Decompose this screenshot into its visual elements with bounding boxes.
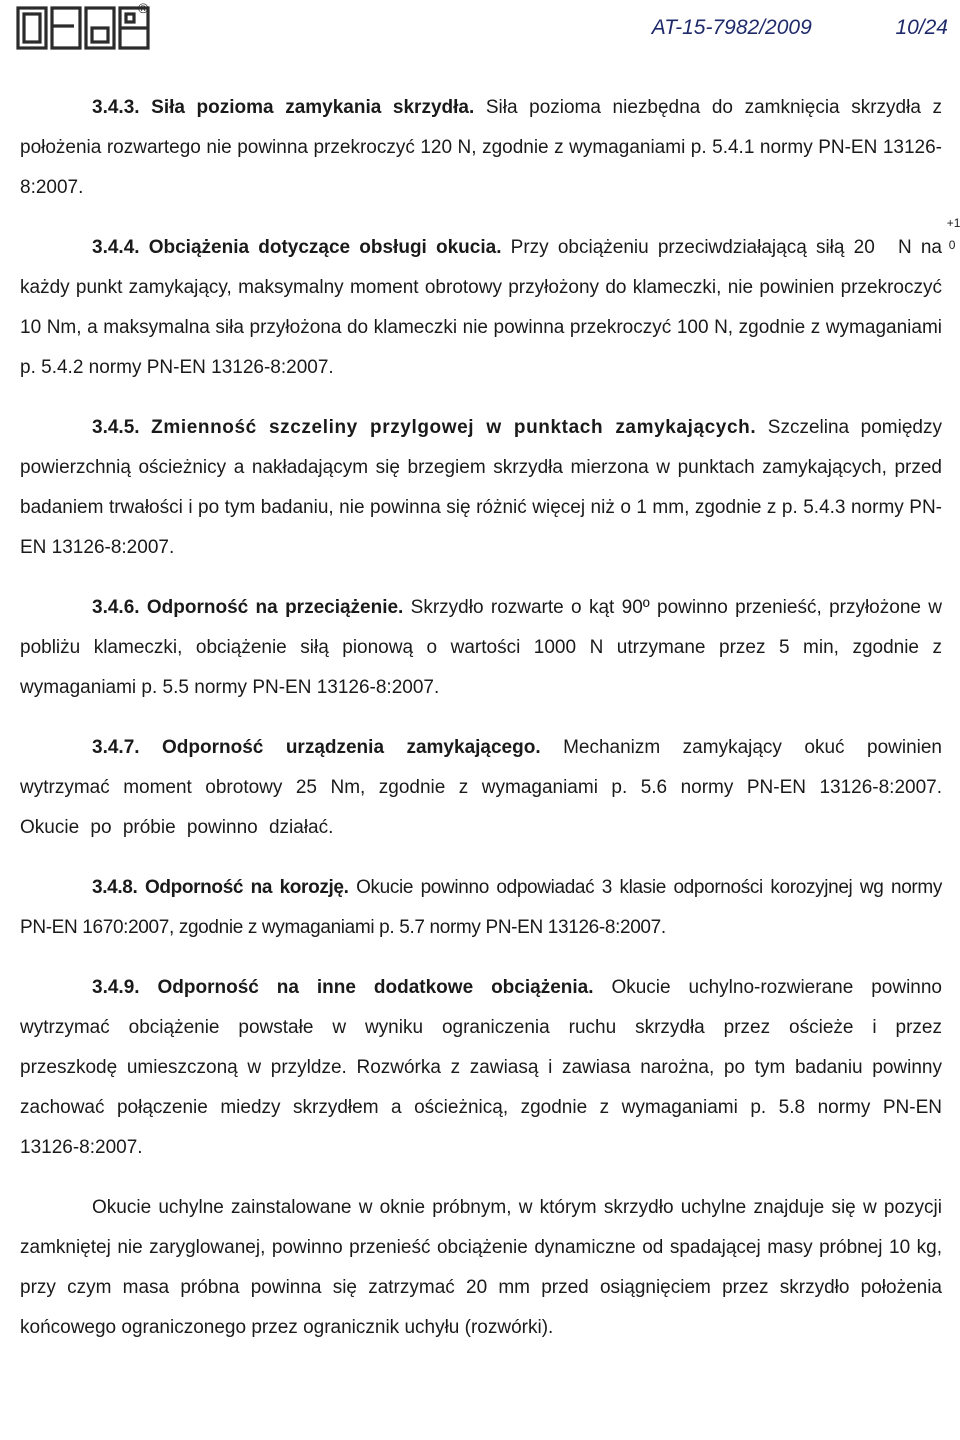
section-title: Obciążenia dotyczące obsługi okucia. bbox=[148, 237, 502, 258]
page-header bbox=[0, 0, 960, 60]
section-title: Odporność urządzenia zamykającego. bbox=[162, 737, 541, 758]
section-number: 3.4.8. bbox=[92, 877, 138, 898]
section-title: Siła pozioma zamykania skrzydła. bbox=[151, 97, 475, 118]
section-body: Przy obciążeniu przeciwdziałającą siłą 20 bbox=[501, 237, 875, 258]
section-number: 3.4.6. bbox=[92, 597, 140, 618]
section-title: Odporność na inne dodatkowe obciążenia. bbox=[157, 977, 594, 998]
section-body-continued: N na każdy punkt zamykający, maksymalny moment obrotowy przyłożony do klameczki, nie powinien przekroczyć 10 Nm, a maksymalna siła przyłożona do klameczki nie powinna przekroczyć 100 N, zgodnie z wymaganiami p. 5.4.2 normy PN-EN 13126-8:2007. bbox=[20, 237, 942, 378]
section-title: Odporność na korozję. bbox=[144, 877, 349, 898]
tolerance bbox=[875, 216, 960, 253]
section-number: 3.4.7. bbox=[92, 737, 140, 758]
section-3-4-9 bbox=[20, 968, 942, 1168]
document-reference bbox=[652, 16, 948, 40]
section-number: 3.4.5. bbox=[92, 417, 140, 438]
registered-trademark-icon: ® bbox=[138, 0, 149, 16]
section-body: Okucie uchylno-rozwierane powinno wytrzymać obciążenie powstałe w wyniku ograniczenia ruchu skrzydła przez ościeże i przez przeszkodę umieszczoną w przyldze. Rozwórka z zawiasą i zawiasa narożna, po tym badaniu powinny zachować połączenie miedzy skrzydłem a ościeżnicą, zgodnie z wymaganiami p. 5.8 normy PN-EN 13126-8:2007. bbox=[20, 977, 942, 1158]
closing-paragraph: Okucie uchylne zainstalowane w oknie próbnym, w którym skrzydło uchylne znajduje się w pozycji zamkniętej nie zaryglowanej, powinno przenieść obciążenie dynamiczne od spadającej masy próbnej 10 kg, przy czym masa próbna powinna się zatrzymać 20 mm przed osiągnięciem przez skrzydło położenia końcowego ograniczonego przez ogranicznik uchyłu (rozwórki). bbox=[20, 1197, 942, 1338]
section-body: Szczelina pomiędzy powierzchnią ościeżnicy a nakładającym się brzegiem skrzydła mierzona w punktach zamykających, przed badaniem trwałości i po tym badaniu, nie powinna się różnić więcej niż o 1 mm, zgodnie z p. 5.4.3 normy PN-EN 13126-8:2007. bbox=[20, 417, 942, 558]
section-body: Mechanizm zamykający okuć powinien wytrzymać moment obrotowy 25 Nm, zgodnie z wymaganiami p. 5.6 normy PN-EN 13126-8:2007. Okucie po próbie powinno działać. bbox=[20, 737, 942, 838]
page-number: 10/24 bbox=[895, 16, 948, 39]
document-number: AT-15-7982/2009 bbox=[651, 16, 812, 39]
section-3-4-6 bbox=[20, 588, 942, 708]
tolerance-lower: 0 bbox=[948, 238, 956, 252]
section-3-4-8 bbox=[20, 868, 942, 948]
section-3-4-5 bbox=[20, 408, 942, 568]
section-3-4-3 bbox=[20, 88, 942, 208]
document-body bbox=[20, 88, 960, 1348]
section-number: 3.4.4. bbox=[92, 237, 140, 258]
itb-logo-icon bbox=[16, 2, 156, 50]
section-body: Siła pozioma niezbędna do zamknięcia skrzydła z położenia rozwartego nie powinna przekroczyć 120 N, zgodnie z wymaganiami p. 5.4.1 normy PN-EN 13126-8:2007. bbox=[20, 97, 942, 198]
tolerance-upper: +1 bbox=[946, 216, 960, 230]
section-3-4-7 bbox=[20, 728, 942, 848]
section-title: Zmienność szczeliny przylgowej w punktach zamykających. bbox=[151, 417, 757, 438]
section-number: 3.4.9. bbox=[92, 977, 140, 998]
section-3-4-4 bbox=[20, 216, 960, 388]
section-body: Okucie powinno odpowiadać 3 klasie odporności korozyjnej wg normy PN-EN 1670:2007, zgodnie z wymaganiami p. 5.7 normy PN-EN 13126-8:2007. bbox=[20, 877, 943, 938]
section-title: Odporność na przeciążenie. bbox=[146, 597, 404, 618]
section-number: 3.4.3. bbox=[92, 97, 140, 118]
section-body: Skrzydło rozwarte o kąt 90º powinno przenieść, przyłożone w pobliżu klameczki, obciążenie siłą pionową o wartości 1000 N utrzymane przez 5 min, zgodnie z wymaganiami p. 5.5 normy PN-EN 13126-8:2007. bbox=[20, 597, 943, 698]
